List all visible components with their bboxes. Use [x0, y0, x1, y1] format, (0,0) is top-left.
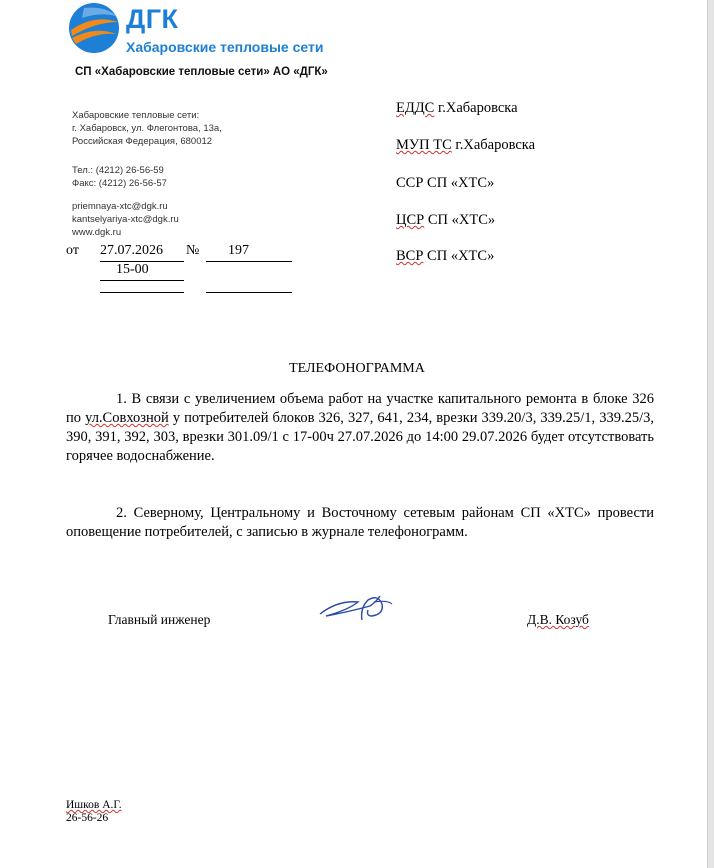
sender-website: www.dgk.ru — [72, 227, 122, 238]
sender-name: Хабаровские тепловые сети: — [72, 110, 200, 121]
paragraph-1: 1. В связи с увеличением объема работ на участке капитального ремонта в блоке 326 по ул.Совхозной у потребителей блоков 326, 327, 641, 234, врезки 339.20/3, 339.25/1, 339.25/3, 390, 391, 392, 303, врезки 301.09/1 с 17-00ч 27.07.2026 до 14:00 29.07.2026 будет отсутствовать горячее водоснабжение. — [66, 391, 655, 464]
sender-email: priemnaya-xtc@dgk.ru — [72, 201, 168, 212]
recipient-line: ССР СП «ХТС» — [396, 175, 495, 191]
recipient-line: ВСР СП «ХТС» — [396, 248, 495, 264]
sender-phone: Тел.: (4212) 26-56-59 — [72, 165, 164, 176]
company-line: СП «Хабаровские тепловые сети» АО «ДГК» — [75, 66, 328, 78]
document-date: 27.07.2026 — [100, 243, 163, 258]
sender-address-line: г. Хабаровск, ул. Флегонтова, 13а, — [72, 123, 222, 134]
signer-role: Главный инженер — [108, 612, 211, 627]
blank-underline — [100, 292, 184, 293]
date-label: от — [66, 243, 79, 258]
number-label: № — [186, 243, 200, 258]
brand-subtitle: Хабаровские тепловые сети — [126, 39, 324, 55]
executor-block — [66, 799, 122, 825]
number-underline — [206, 261, 292, 262]
dgk-logo-icon — [66, 0, 122, 56]
executor-name: Ишков А.Г. — [66, 799, 122, 811]
sender-fax: Факс: (4212) 26-56-57 — [72, 178, 167, 189]
sender-email: kantselyariya-xtc@dgk.ru — [72, 214, 179, 225]
window-scrollbar[interactable] — [708, 0, 714, 868]
time-underline — [100, 280, 184, 281]
document-time: 15-00 — [116, 262, 149, 277]
signer-name: Д.В. Козуб — [527, 612, 589, 627]
sender-address-line: Российская Федерация, 680012 — [72, 136, 213, 147]
brand-name: ДГК — [126, 4, 179, 34]
document-number: 197 — [228, 243, 249, 258]
recipient-line: МУП ТС г.Хабаровска — [396, 137, 536, 153]
recipient-line: ЕДДС г.Хабаровска — [396, 100, 518, 116]
executor-phone: 26-56-26 — [66, 812, 109, 824]
document-title: ТЕЛЕФОНОГРАММА — [289, 361, 425, 376]
handwritten-signature-icon — [318, 590, 394, 624]
blank-underline — [206, 292, 292, 293]
recipient-line: ЦСР СП «ХТС» — [396, 212, 496, 228]
paragraph-2: 2. Северному, Центральному и Восточному сетевым районам СП «ХТС» провести оповещение потребителей, с записью в журнале телефонограмм. — [66, 505, 654, 540]
